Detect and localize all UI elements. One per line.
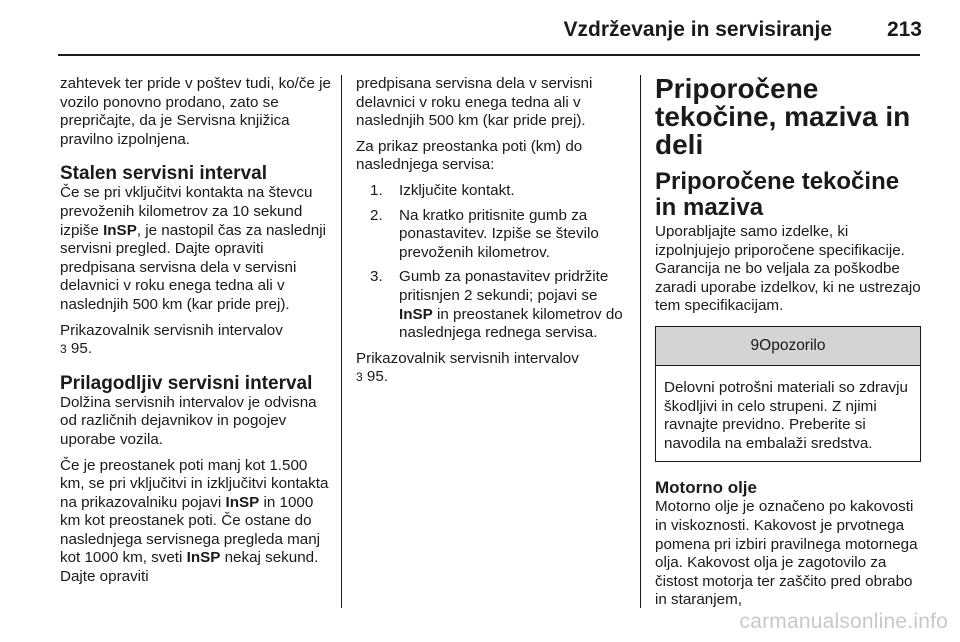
subsection-title: Priporočene tekočine in maziva [655,168,900,221]
cross-reference-arrow-icon: 3 [60,342,67,357]
heading-fixed-interval: Stalen servisni interval [60,163,267,185]
warning-box [655,326,921,462]
paragraph: Če je preostanek poti manj kot 1.500 km, se pri vključitvi in izključitvi kontakta na prikazovalniku pojavi InSP in 1000 km kot preostanek poti. Če ostane do naslednjega servisnega pregleda manj kot 1000 km, sveti InSP nekaj sekund. Dajte opraviti [60,456,329,586]
page-number: 213 [886,18,922,41]
chapter-title: Vzdrževanje in servisiranje [563,18,832,41]
watermark: carmanualsonline.info [739,610,948,633]
paragraph: Dolžina servisnih intervalov je odvisna od različnih dejavnikov in pogojev uporabe vozila. [60,393,317,448]
insp-code: InSP [103,221,137,239]
header-divider [58,54,920,56]
paragraph: Za prikaz preostanka poti (km) do naslednjega servisa: [356,137,583,174]
warning-header [656,327,920,366]
list-item: 2. Na kratko pritisnite gumb za ponastavitev. Izpiše se število prevoženih kilometrov. [370,206,599,261]
heading-engine-oil: Motorno olje [655,478,757,498]
steps-list [356,182,628,343]
column-3 [655,75,921,617]
paragraph: Prikazovalnik servisnih intervalov 3 95. [356,349,579,386]
warning-triangle-icon: 9 [750,336,760,354]
insp-code: InSP [399,305,433,323]
heading-adaptive-interval: Prilagodljiv servisni interval [60,372,313,394]
paragraph: Uporabljajte samo izdelke, ki izpolnjujejo priporočene specifikacije. Garancija ne bo veljala za poškodbe zaradi uporabe izdelkov, ki ne ustrezajo tem specifikacijam. [655,223,921,315]
section-title: Priporočene tekočine, maziva in deli [655,73,911,160]
page-reference-link[interactable]: 95. [70,340,93,358]
warning-title: Opozorilo [759,336,826,354]
paragraph: Če se pri vključitvi kontakta na števcu prevoženih kilometrov za 10 sekund izpiše InSP, je nastopil čas za naslednji servisni pregled. Dajte opraviti predpisana servisna dela v servisni delavnici v roku enega tedna ali v naslednjih 500 km (kar pride prej). [60,184,326,313]
page-header [0,0,960,54]
page-reference-link[interactable]: 95. [366,368,389,386]
list-item: 1. Izključite kontakt. [370,181,515,199]
cross-reference-arrow-icon: 3 [356,370,363,385]
paragraph: Motorno olje je označeno po kakovosti in viskoznosti. Kakovost je prvotnega pomena pri izbiri pravilnega motornega olja. Kakovost olja je zagotovilo za čistost motorja ter zaščito pred obrabo in staranjem, [655,498,918,609]
insp-code: InSP [186,549,221,567]
warning-text: Delovni potrošni materiali so zdravju škodljivi in celo strupeni. Z njimi ravnajte previdno. Preberite si navodila na embalaži sredstva. [664,378,908,452]
insp-code: InSP [225,493,260,511]
paragraph: zahtevek ter pride v poštev tudi, ko/če je vozilo ponovno prodano, zato se prepričajte, da je Servisna knjižica pravilno izpolnjena. [60,75,331,148]
paragraph: predpisana servisna dela v servisni delavnici v roku enega tedna ali v naslednjih 500 km (kar pride prej). [356,75,593,130]
column-divider-1 [341,75,342,608]
list-item: 3. Gumb za ponastavitev pridržite pritisnjen 2 sekundi; pojavi se InSP in preostanek kilometrov do naslednjega rednega servisa. [370,268,623,342]
column-1 [60,75,332,594]
column-divider-2 [640,75,641,608]
column-2 [356,75,628,394]
paragraph: Prikazovalnik servisnih intervalov 3 95. [60,321,283,358]
